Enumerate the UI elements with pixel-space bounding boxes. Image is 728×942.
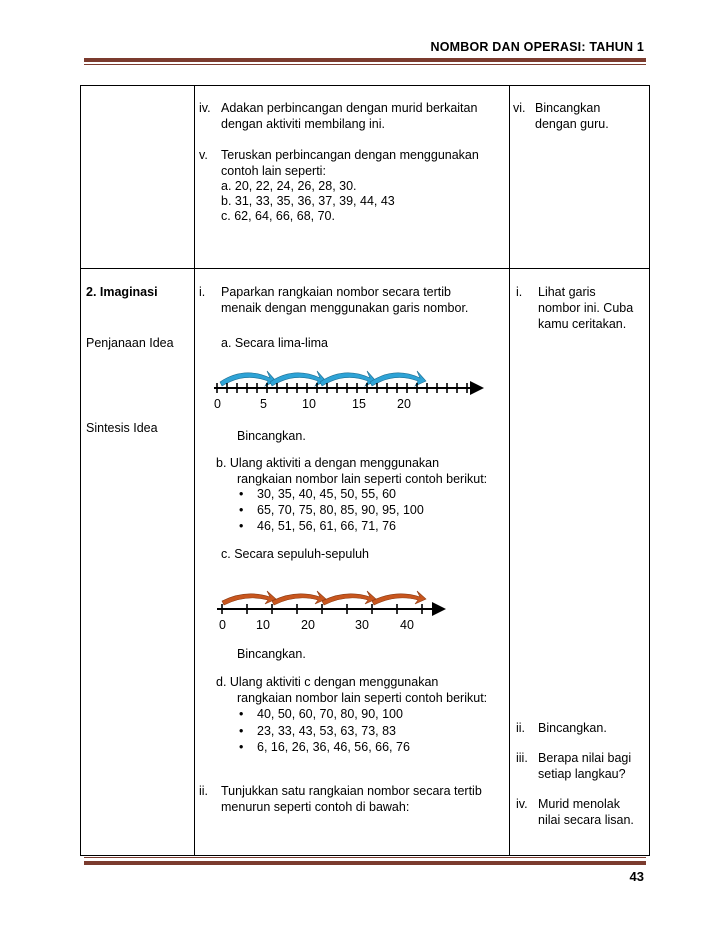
item-v-b: b. 31, 33, 35, 36, 37, 39, 44, 43 (221, 194, 395, 208)
list-item-d2: • 23, 33, 43, 53, 63, 73, 83 (257, 724, 396, 739)
header-rule (84, 58, 646, 62)
number-line-tens (200, 585, 460, 635)
header-rule-thin (84, 64, 646, 65)
penjanaan-idea-label: Penjanaan Idea (86, 336, 174, 350)
number-line-fives (200, 362, 500, 417)
right-vi-number: vi. (513, 101, 526, 115)
item-d-line1: d. Ulang aktiviti c dengan menggunakan (216, 675, 439, 689)
right-vi-line2: dengan guru. (535, 117, 609, 131)
right-iv-line1: Murid menolak (538, 797, 620, 811)
sintesis-idea-label: Sintesis Idea (86, 421, 158, 435)
section-title: 2. Imaginasi (86, 285, 158, 299)
tick-label: 5 (260, 397, 267, 411)
right-iv-number: iv. (516, 797, 528, 811)
item-i-line2: menaik dengan menggunakan garis nombor. (221, 301, 469, 315)
hop-arrow-3 (322, 591, 376, 605)
page-header-title: NOMBOR DAN OPERASI: TAHUN 1 (430, 40, 644, 54)
tick-label: 40 (400, 618, 414, 632)
right-ii-line1: Bincangkan. (538, 721, 607, 735)
list-item-b3: • 46, 51, 56, 61, 66, 71, 76 (257, 519, 396, 534)
hop-arrow-4 (372, 591, 426, 605)
right-iii-number: iii. (516, 751, 528, 765)
tick-label: 15 (352, 397, 366, 411)
item-v-c: c. 62, 64, 66, 68, 70. (221, 209, 335, 223)
item-c-label: c. Secara sepuluh-sepuluh (221, 547, 370, 561)
item-v-line2: contoh lain seperti: (221, 164, 326, 178)
list-item-b1: • 30, 35, 40, 45, 50, 55, 60 (257, 487, 396, 502)
item-d-line2: rangkaian nombor lain seperti contoh berikut: (237, 691, 488, 705)
column-divider-left (194, 85, 195, 856)
right-i-number: i. (516, 285, 523, 299)
item-v-line1: Teruskan perbincangan dengan menggunakan (221, 148, 479, 162)
right-ii-number: ii. (516, 721, 526, 735)
row-divider (80, 268, 650, 269)
item-i-line1: Paparkan rangkaian nombor secara tertib (221, 285, 451, 299)
item-ii-line2: menurun seperti contoh di bawah: (221, 800, 410, 814)
item-ii-line1: Tunjukkan satu rangkaian nombor secara tertib (221, 784, 482, 798)
item-i-number: i. (199, 285, 206, 299)
item-b-line1: b. Ulang aktiviti a dengan menggunakan (216, 456, 440, 470)
tick-label: 0 (219, 618, 226, 632)
item-iv-line1: Adakan perbincangan dengan murid berkaitan (221, 101, 478, 115)
item-iv-line2: dengan aktiviti membilang ini. (221, 117, 385, 131)
item-a-label: a. Secara lima-lima (221, 336, 328, 350)
right-iii-line1: Berapa nilai bagi (538, 751, 632, 765)
list-item-d3: • 6, 16, 26, 36, 46, 56, 66, 76 (257, 740, 410, 755)
right-iv-line2: nilai secara lisan. (538, 813, 634, 827)
hop-arrow-1 (222, 591, 276, 605)
tick-label: 10 (256, 618, 270, 632)
item-b-line2: rangkaian nombor lain seperti contoh berikut: (237, 472, 488, 486)
footer-rule-thin (84, 857, 646, 858)
tick-label: 20 (397, 397, 411, 411)
column-divider-right (509, 85, 510, 856)
list-item-d1: • 40, 50, 60, 70, 80, 90, 100 (257, 707, 403, 722)
right-vi-line1: Bincangkan (535, 101, 601, 115)
tick-label: 30 (355, 618, 369, 632)
bincangkan-1: Bincangkan. (237, 429, 306, 443)
right-i-line3: kamu ceritakan. (538, 317, 627, 331)
tick-label: 10 (302, 397, 316, 411)
tick-label: 20 (301, 618, 315, 632)
list-item-b2: • 65, 70, 75, 80, 85, 90, 95, 100 (257, 503, 424, 518)
item-v-a: a. 20, 22, 24, 26, 28, 30. (221, 179, 357, 193)
right-i-line1: Lihat garis (538, 285, 596, 299)
hop-arrow-2 (272, 591, 326, 605)
page-number: 43 (629, 869, 644, 884)
tick-label: 0 (214, 397, 221, 411)
right-iii-line2: setiap langkau? (538, 767, 626, 781)
bincangkan-2: Bincangkan. (237, 647, 306, 661)
item-iv-number: iv. (199, 101, 211, 115)
footer-rule (84, 861, 646, 865)
item-ii-number: ii. (199, 784, 209, 798)
right-i-line2: nombor ini. Cuba (538, 301, 634, 315)
item-v-number: v. (199, 148, 208, 162)
